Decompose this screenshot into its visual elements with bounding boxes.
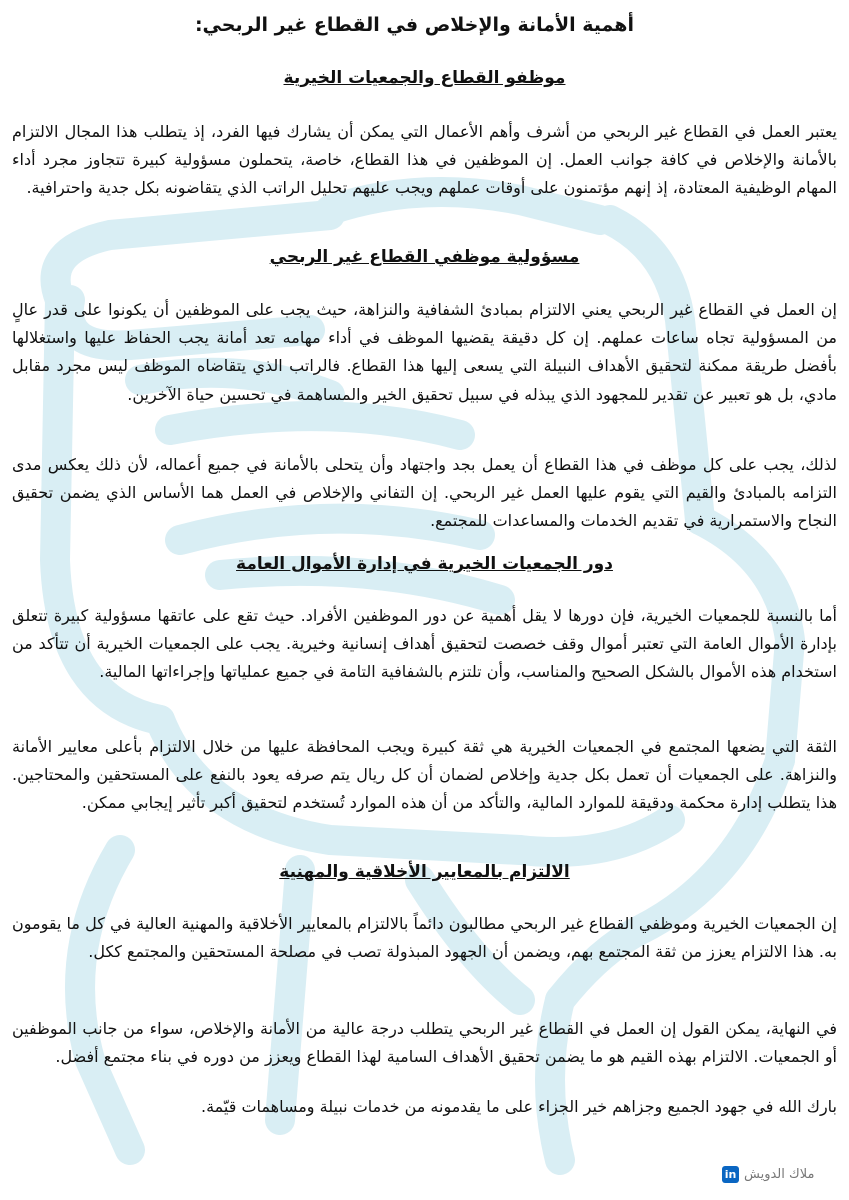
paragraph: إن العمل في القطاع غير الربحي يعني الالتزام بمبادئ الشفافية والنزاهة، حيث يجب على الموظفين أن يكونوا على قدر عالٍ من المسؤولية تجاه ساعات عملهم. إن كل دقيقة يقضيها الموظف في أداء مهامه تعد أمانة يجب الحفاظ عليها واستغلالها بأفضل طريقة ممكنة لتحقيق الأهداف النبيلة التي يسعى إليها هذا القطاع. فالراتب الذي يتقاضاه الموظف ليس مجرد مقابل مادي، بل هو تعبير عن تقدير للمجهود الذي يبذله في سبيل تحقيق الخير والمساهمة في تحسين حياة الآخرين. [12, 300, 837, 404]
section-heading-employee-responsibility: مسؤولية موظفي القطاع غير الربحي [269, 247, 580, 267]
section-heading-sector-employees: موظفو القطاع والجمعيات الخيرية [283, 68, 566, 88]
paragraph: إن الجمعيات الخيرية وموظفي القطاع غير الربحي مطالبون دائماً بالالتزام بالمعايير الأخلاقية والمهنية العالية في كل ما يقومون به. هذا الالتزام يعزز من ثقة المجتمع بهم، ويضمن أن الجهود المبذولة تصب في مصلحة المستحقين والمجتمع ككل. [12, 914, 837, 962]
paragraph: الثقة التي يضعها المجتمع في الجمعيات الخيرية هي ثقة كبيرة ويجب المحافظة عليها من خلال الالتزام بأعلى معايير الأمانة والنزاهة. على الجمعيات أن تعمل بكل جدية وإخلاص لضمان أن كل ريال يتم صرفه يعود بالنفع على المستحقين والمحتاجين. هذا يتطلب إدارة محكمة ودقيقة للموارد المالية، والتأكد من أن هذه الموارد تُستخدم لتحقيق أكبر تأثير إيجابي ممكن. [12, 737, 837, 813]
paragraph: في النهاية، يمكن القول إن العمل في القطاع غير الربحي يتطلب درجة عالية من الأمانة والإخلاص، سواء من جانب الموظفين أو الجمعيات. الالتزام بهذه القيم هو ما يضمن تحقيق الأهداف السامية لهذا القطاع ويعزز من دوره في بناء مجتمع أفضل. [12, 1019, 837, 1067]
section-heading-charities-role: دور الجمعيات الخيرية في إدارة الأموال العامة [236, 554, 613, 574]
closing-paragraph: بارك الله في جهود الجميع وجزاهم خير الجزاء على ما يقدمونه من خدمات نبيلة ومساهمات قيّمة. [200, 1097, 837, 1116]
paragraph: أما بالنسبة للجمعيات الخيرية، فإن دورها لا يقل أهمية عن دور الموظفين الأفراد. حيث تقع على عاتقها مسؤولية كبيرة تتعلق بإدارة الأموال العامة التي تعتبر أموال وقف خصصت لتحقيق أهداف إنسانية وخيرية. يجب على الجمعيات الخيرية أن تتأكد من استخدام هذه الأموال بالشكل الصحيح والمناسب، وأن تلتزم بالشفافية التامة في جميع عملياتها وإجراءاتها المالية. [12, 606, 837, 682]
linkedin-icon: in [722, 1166, 739, 1183]
author-brand[interactable] [722, 1166, 814, 1183]
document-title: أهمية الأمانة والإخلاص في القطاع غير الربحي: [194, 14, 634, 36]
author-name: ملاك الدويش [744, 1167, 815, 1182]
paragraph: يعتبر العمل في القطاع غير الربحي من أشرف وأهم الأعمال التي يمكن أن يشارك فيها الفرد، إذ يتطلب هذا المجال الالتزام بالأمانة والإخلاص في كافة جوانب العمل. إن الموظفين في هذا القطاع، خاصة، يتحملون مسؤولية كبيرة تتجاوز مجرد أداء المهام الوظيفية المعتادة، إذ إنهم مؤتمنون على أوقات عملهم ويجب عليهم تحليل الراتب الذي يتقاضونه بكل جدية واحترافية. [12, 122, 837, 198]
section-heading-ethical-standards: الالتزام بالمعايير الأخلاقية والمهنية [279, 862, 570, 882]
paragraph: لذلك، يجب على كل موظف في هذا القطاع أن يعمل بجد واجتهاد وأن يتحلى بالأمانة في جميع أعماله، لأن ذلك يعكس مدى التزامه بالمبادئ والقيم التي يقوم عليها العمل غير الربحي. إن التفاني والإخلاص في العمل هما الأساس الذي يضمن تحقيق النجاح والاستمرارية في تقديم الخدمات والمساعدات للمجتمع. [12, 455, 837, 531]
